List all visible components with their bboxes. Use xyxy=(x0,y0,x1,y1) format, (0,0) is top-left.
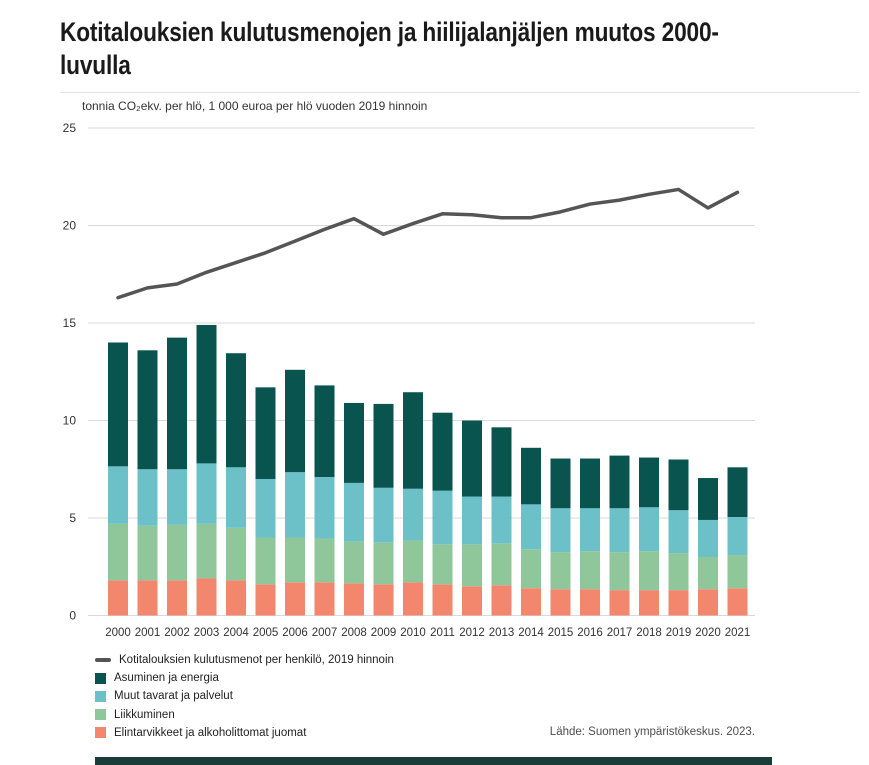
bar-segment xyxy=(669,460,689,511)
bar-segment xyxy=(167,469,187,525)
bar-segment xyxy=(669,553,689,590)
x-axis-tick-label: 2021 xyxy=(724,627,751,639)
y-axis-tick-label: 5 xyxy=(69,511,76,525)
x-axis-tick-label: 2014 xyxy=(518,627,544,639)
legend-square-swatch-icon xyxy=(95,709,106,720)
chart-unit-label: tonnia CO₂ekv. per hlö, 1 000 euroa per hlö vuoden 2019 hinnoin xyxy=(82,99,428,113)
bar-segment xyxy=(138,469,158,526)
bar-segment xyxy=(315,582,335,615)
x-axis-tick-label: 2013 xyxy=(488,627,515,639)
legend-square-swatch-icon xyxy=(95,691,106,702)
page-title-line-1: Kotitalouksien kulutusmenojen ja hiilijalanjäljen muutos 2000- xyxy=(60,17,719,47)
legend-item xyxy=(95,651,394,669)
x-axis-tick-label: 2017 xyxy=(606,627,633,639)
bar-segment xyxy=(197,578,217,615)
bar-segment xyxy=(108,524,128,581)
bar-segment xyxy=(580,589,600,615)
legend-square-swatch-icon xyxy=(95,727,106,738)
bar-segment xyxy=(433,413,453,491)
bar-segment xyxy=(256,387,276,479)
x-axis-tick-label: 2001 xyxy=(134,627,161,639)
x-axis-tick-label: 2018 xyxy=(636,627,662,639)
bar-segment xyxy=(521,549,541,588)
x-axis-tick-label: 2015 xyxy=(547,627,574,639)
x-axis-tick-label: 2019 xyxy=(665,627,692,639)
legend-item-label: Muut tavarat ja palvelut xyxy=(114,690,233,703)
legend-item-label: Liikkuminen xyxy=(114,708,175,721)
bar-segment xyxy=(138,526,158,581)
bar-segment xyxy=(462,544,482,586)
bar-segment xyxy=(580,551,600,589)
bar-segment xyxy=(226,528,246,581)
bar-segment xyxy=(639,458,659,508)
bar-segment xyxy=(285,370,305,472)
bar-segment xyxy=(492,427,512,496)
bar-segment xyxy=(728,467,748,517)
bar-segment xyxy=(669,590,689,615)
legend-item xyxy=(95,669,394,687)
bar-segment xyxy=(462,586,482,615)
bar-segment xyxy=(226,467,246,527)
bar-segment xyxy=(167,580,187,615)
bar-segment xyxy=(551,589,571,615)
bar-segment xyxy=(138,580,158,615)
page-title xyxy=(60,16,719,82)
bar-segment xyxy=(315,385,335,477)
bar-segment xyxy=(521,448,541,505)
x-axis-tick-label: 2006 xyxy=(282,627,308,639)
x-axis-tick-label: 2002 xyxy=(164,627,190,639)
bar-segment xyxy=(108,343,128,467)
bar-segment xyxy=(197,524,217,579)
y-axis-tick-label: 25 xyxy=(62,121,76,135)
x-axis-tick-label: 2009 xyxy=(370,627,397,639)
bar-segment xyxy=(580,508,600,551)
bar-segment xyxy=(256,584,276,615)
bar-segment xyxy=(462,497,482,545)
bar-segment xyxy=(374,488,394,543)
consumption-line xyxy=(118,189,738,297)
source-note: Lähde: Suomen ympäristökeskus. 2023. xyxy=(549,726,755,738)
x-axis-tick-label: 2005 xyxy=(252,627,279,639)
bar-segment xyxy=(315,538,335,582)
bar-segment xyxy=(285,582,305,615)
bar-segment xyxy=(226,580,246,615)
bar-segment xyxy=(403,582,423,615)
legend-item xyxy=(95,687,394,705)
bar-segment xyxy=(108,580,128,615)
legend-item xyxy=(95,724,394,742)
y-axis-tick-label: 20 xyxy=(62,218,76,233)
y-axis-tick-label: 15 xyxy=(62,316,76,330)
chart-legend xyxy=(95,651,394,742)
bar-segment xyxy=(492,585,512,615)
bar-segment xyxy=(344,483,364,542)
bar-segment xyxy=(610,508,630,552)
bar-segment xyxy=(344,583,364,615)
bar-segment xyxy=(256,479,276,538)
bar-segment xyxy=(344,403,364,483)
bar-segment xyxy=(551,508,571,552)
x-axis-tick-label: 2007 xyxy=(311,627,338,639)
bar-segment xyxy=(639,590,659,615)
bar-segment xyxy=(344,541,364,583)
bar-segment xyxy=(610,456,630,509)
bar-segment xyxy=(492,543,512,585)
bar-segment xyxy=(698,520,718,557)
legend-item-label: Elintarvikkeet ja alkoholittomat juomat xyxy=(114,726,307,739)
x-axis-tick-label: 2008 xyxy=(341,627,367,639)
x-axis-tick-label: 2010 xyxy=(400,627,426,639)
x-axis-tick-label: 2000 xyxy=(105,627,131,639)
x-axis-tick-label: 2011 xyxy=(430,627,455,639)
bar-segment xyxy=(256,538,276,585)
bar-segment xyxy=(551,459,571,509)
bar-segment xyxy=(403,392,423,489)
bar-segment xyxy=(167,525,187,581)
x-axis-tick-label: 2020 xyxy=(695,627,721,639)
x-axis-tick-label: 2004 xyxy=(223,627,249,639)
bar-segment xyxy=(610,590,630,615)
bar-segment xyxy=(285,472,305,537)
bar-segment xyxy=(551,552,571,589)
bar-segment xyxy=(698,478,718,520)
bar-segment xyxy=(492,497,512,544)
bar-segment xyxy=(197,463,217,523)
bar-segment xyxy=(433,584,453,615)
bar-segment xyxy=(728,588,748,615)
page-title-line-2: luvulla xyxy=(60,50,131,80)
legend-item-label: Kotitalouksien kulutusmenot per henkilö, 2019 hinnoin xyxy=(119,654,394,667)
bar-segment xyxy=(521,504,541,549)
bar-segment xyxy=(285,538,305,583)
bar-segment xyxy=(108,466,128,524)
legend-line-swatch-icon xyxy=(95,658,111,662)
bar-segment xyxy=(374,542,394,584)
bar-segment xyxy=(374,584,394,615)
bar-segment xyxy=(197,325,217,463)
legend-square-swatch-icon xyxy=(95,673,106,684)
y-axis-tick-label: 0 xyxy=(69,608,76,623)
bar-segment xyxy=(728,555,748,588)
bar-segment xyxy=(610,552,630,590)
bar-segment xyxy=(226,353,246,467)
bar-segment xyxy=(521,588,541,615)
bar-segment xyxy=(698,557,718,589)
bar-segment xyxy=(580,459,600,509)
bar-segment xyxy=(403,489,423,541)
footer-bar xyxy=(95,757,772,765)
bar-segment xyxy=(433,491,453,545)
legend-item-label: Asuminen ja energia xyxy=(114,672,219,685)
bar-segment xyxy=(462,421,482,497)
y-axis-tick-label: 10 xyxy=(62,413,76,428)
bar-segment xyxy=(433,544,453,584)
bar-segment xyxy=(639,551,659,590)
bar-segment xyxy=(403,540,423,582)
bar-segment xyxy=(315,477,335,538)
x-axis-tick-label: 2003 xyxy=(193,627,220,639)
legend-item xyxy=(95,706,394,724)
bar-segment xyxy=(167,338,187,470)
title-divider xyxy=(60,92,860,93)
bar-segment xyxy=(728,517,748,555)
x-axis-tick-label: 2012 xyxy=(459,627,485,639)
bar-segment xyxy=(639,507,659,551)
bar-segment xyxy=(669,510,689,553)
bar-segment xyxy=(698,589,718,615)
bar-segment xyxy=(138,350,158,469)
x-axis-tick-label: 2016 xyxy=(577,627,603,639)
bar-segment xyxy=(374,404,394,488)
